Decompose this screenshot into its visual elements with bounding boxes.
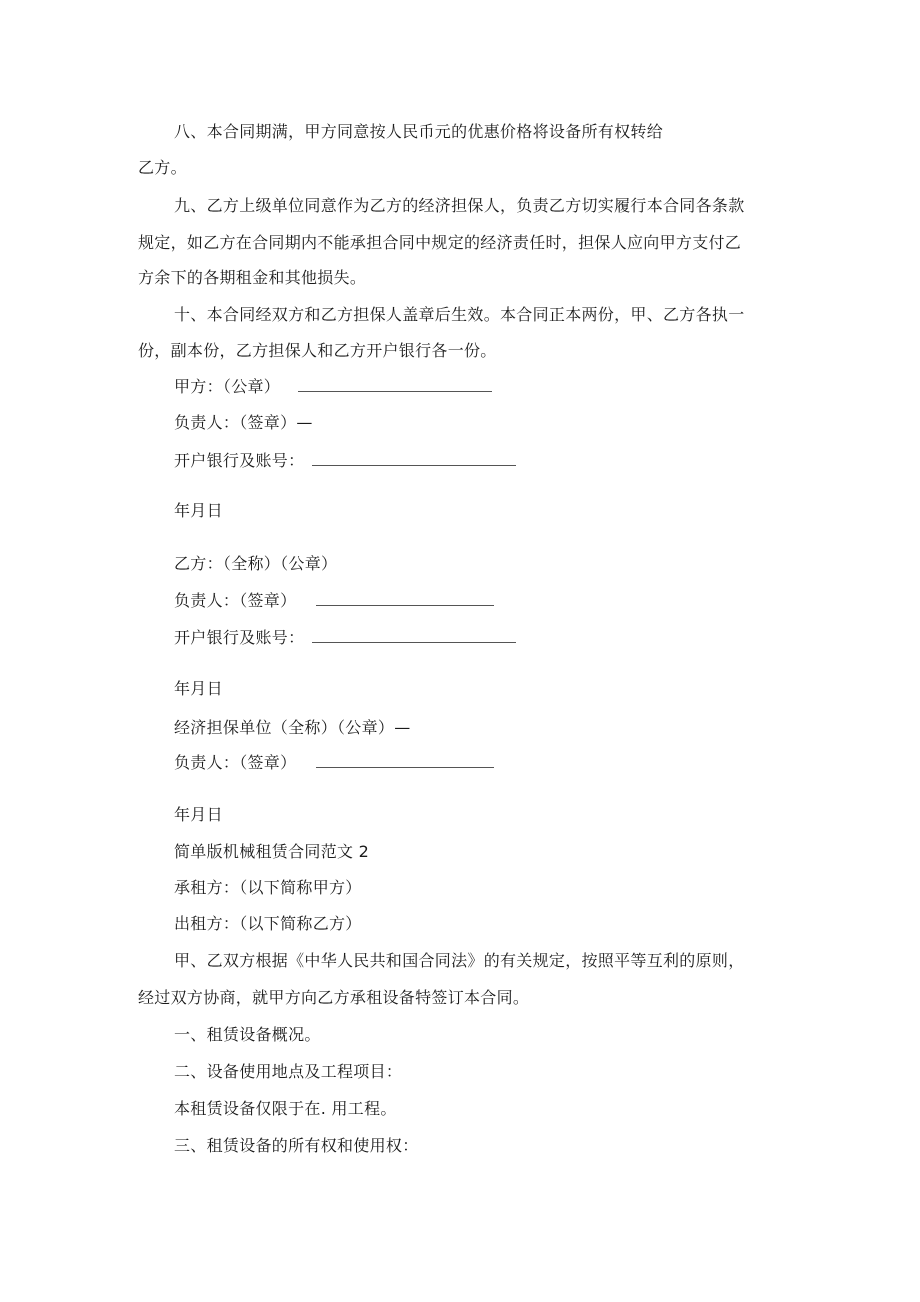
clause-8-line-2: 乙方。 (138, 158, 187, 177)
guarantor-person-blank (316, 754, 494, 768)
party-b-label: 乙方：（全称）（公章） (174, 554, 338, 573)
party-b-bank-label: 开户银行及账号： (174, 628, 305, 647)
party-a-bank-label: 开户银行及账号： (174, 451, 305, 470)
clause-9-line-1: 九、乙方上级单位同意作为乙方的经济担保人，负责乙方切实履行本合同各条款 (174, 196, 745, 215)
party-a-person: 负责人：（签章）— (174, 413, 313, 432)
party-a-blank (298, 378, 492, 392)
party-b-person-label: 负责人：（签章） (174, 591, 297, 610)
intro-line-1: 甲、乙双方根据《中华人民共和国合同法》的有关规定，按照平等互利的原则， (174, 951, 745, 970)
clause-8-line-1: 八、本合同期满，甲方同意按人民币元的优惠价格将设备所有权转给 (174, 122, 664, 141)
party-a-label: 甲方：（公章） (174, 377, 281, 396)
section-2-heading: 二、设备使用地点及工程项目： (174, 1062, 403, 1081)
party-a-bank-line (174, 451, 516, 471)
guarantor-label: 经济担保单位（全称）（公章）— (174, 718, 411, 737)
clause-10-line-2: 份，副本份，乙方担保人和乙方开户银行各一份。 (138, 341, 497, 360)
intro-line-2: 经过双方协商，就甲方向乙方承租设备特签订本合同。 (138, 988, 530, 1007)
party-b-person-blank (316, 592, 494, 606)
section-3-heading: 三、租赁设备的所有权和使用权： (174, 1136, 419, 1155)
clause-9-line-3: 方余下的各期租金和其他损失。 (138, 268, 367, 287)
section-2-body: 本租赁设备仅限于在. 用工程。 (174, 1099, 397, 1118)
party-b-bank-blank (312, 629, 516, 643)
clause-9-line-2: 规定，如乙方在合同期内不能承担合同中规定的经济责任时，担保人应向甲方支付乙 (138, 233, 742, 252)
clause-10-line-1: 十、本合同经双方和乙方担保人盖章后生效。本合同正本两份，甲、乙方各执一 (174, 305, 745, 324)
party-a-date: 年月日 (174, 501, 223, 520)
guarantor-person-label: 负责人：（签章） (174, 753, 297, 772)
lessee-line: 承租方：（以下简称甲方） (174, 878, 362, 897)
section-1-heading: 一、租赁设备概况。 (174, 1025, 321, 1044)
party-a-seal-line (174, 377, 492, 397)
guarantor-date: 年月日 (174, 805, 223, 824)
party-b-person-line (174, 591, 494, 611)
party-a-bank-blank (312, 452, 516, 466)
guarantor-person-line (174, 753, 494, 773)
party-b-bank-line (174, 628, 516, 648)
section-title-2: 简单版机械租赁合同范文 2 (174, 842, 370, 861)
lessor-line: 出租方：（以下简称乙方） (174, 914, 362, 933)
party-b-date: 年月日 (174, 679, 223, 698)
